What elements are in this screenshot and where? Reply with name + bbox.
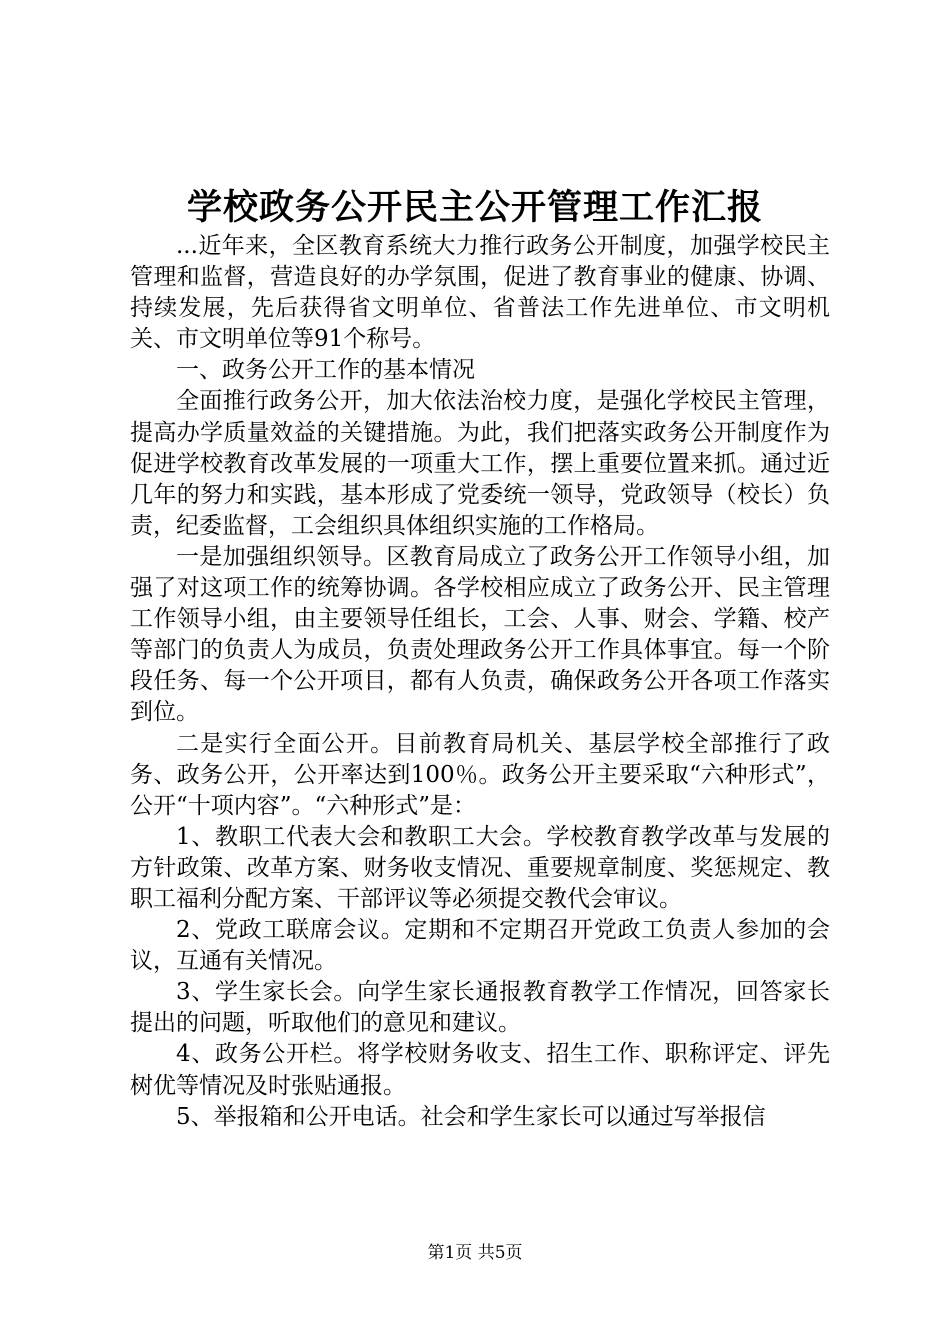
paragraph-intro: ...近年来，全区教育系统大力推行政务公开制度，加强学校民主管理和监督，营造良好的办学氛围，促进了教育事业的健康、协调、持续发展，先后获得省文明单位、省普法工作先进单位、市文明机关、市文明单位等91个称号。 — [130, 233, 830, 353]
section-heading: 一、政务公开工作的基本情况 — [176, 357, 475, 384]
list-item: 2、党政工联席会议。定期和不定期召开党政工负责人参加的会议，互通有关情况。 — [130, 917, 830, 975]
list-item: 1、教职工代表大会和教职工大会。学校教育教学改革与发展的方针政策、改革方案、财务收支情况、重要规章制度、奖惩规定、教职工福利分配方案、干部评议等必须提交教代会审议。 — [130, 823, 830, 912]
document-body — [130, 231, 830, 1133]
list-item: 3、学生家长会。向学生家长通报教育教学工作情况，回答家长提出的问题，听取他们的意见和建议。 — [130, 979, 830, 1037]
list-item: 5、举报箱和公开电话。社会和学生家长可以通过写举报信 — [176, 1103, 766, 1130]
paragraph: 二是实行全面公开。目前教育局机关、基层学校全部推行了政务、政务公开，公开率达到100％。政务公开主要采取“六种形式”，公开“十项内容”。“六种形式”是： — [130, 730, 830, 819]
document-title: 学校政务公开民主公开管理工作汇报 — [186, 187, 763, 228]
page-number: 第1页 共5页 — [427, 1243, 523, 1263]
paragraph: 全面推行政务公开，加大依法治校力度，是强化学校民主管理，提高办学质量效益的关键措施。为此，我们把落实政务公开制度作为促进学校教育改革发展的一项重大工作，摆上重要位置来抓。通过近几年的努力和实践，基本形成了党委统一领导，党政领导（校长）负责，纪委监督，工会组织具体组织实施的工作格局。 — [130, 388, 830, 539]
list-item: 4、政务公开栏。将学校财务收支、招生工作、职称评定、评先树优等情况及时张贴通报。 — [130, 1041, 830, 1099]
paragraph: 一是加强组织领导。区教育局成立了政务公开工作领导小组，加强了对这项工作的统筹协调。各学校相应成立了政务公开、民主管理工作领导小组，由主要领导任组长，工会、人事、财会、学籍、校产等部门的负责人为成员，负责处理政务公开工作具体事宜。每一个阶段任务、每一个公开项目，都有人负责，确保政务公开各项工作落实到位。 — [130, 543, 830, 726]
